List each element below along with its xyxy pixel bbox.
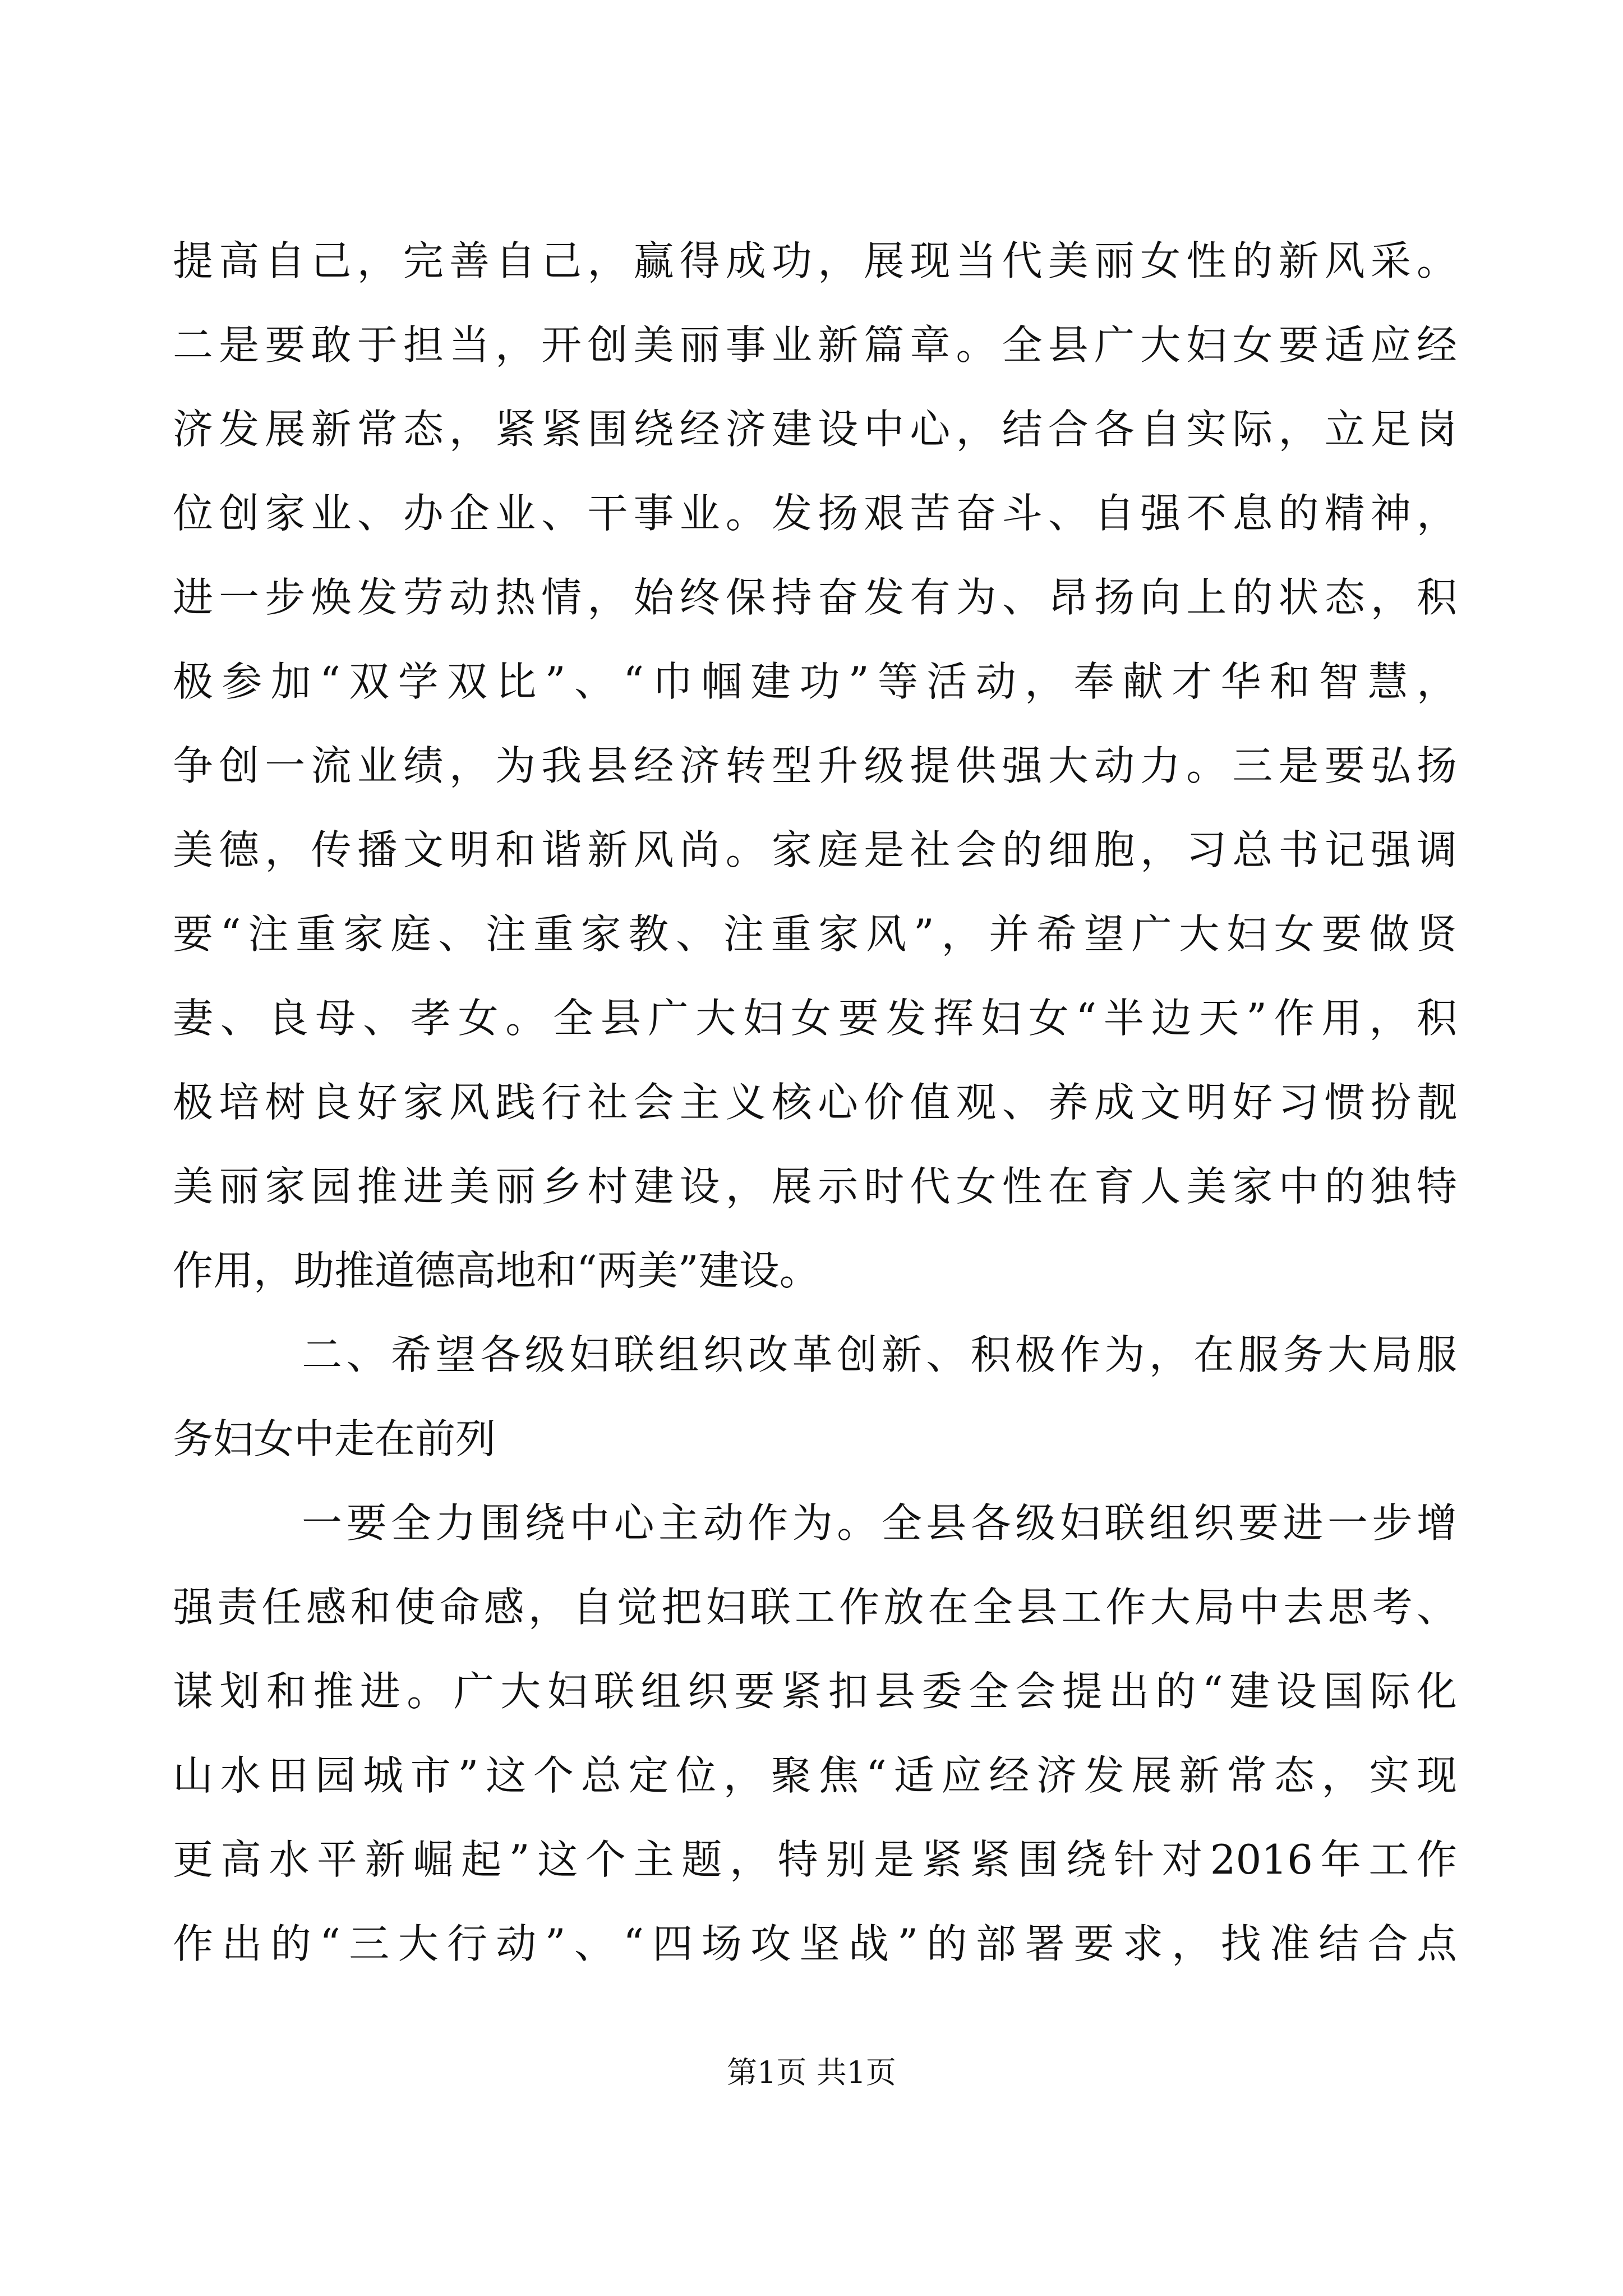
body-line: 美丽家园推进美丽乡村建设，展示时代女性在育人美家中的独特 [173, 1163, 1457, 1210]
body-line: 美德，传播文明和谐新风尚。家庭是社会的细胞，习总书记强调 [173, 826, 1457, 873]
body-line: 极参加“双学双比”、“巾帼建功”等活动，奉献才华和智慧， [173, 658, 1457, 705]
body-line: 提高自己，完善自己，赢得成功，展现当代美丽女性的新风采。 [173, 237, 1457, 284]
section-heading-line: 二、希望各级妇联组织改革创新、积极作为，在服务大局服 [302, 1331, 1457, 1378]
body-line: 作出的“三大行动”、“四场攻坚战”的部署要求，找准结合点 [173, 1920, 1457, 1967]
body-line: 进一步焕发劳动热情，始终保持奋发有为、昂扬向上的状态，积 [173, 574, 1457, 621]
page-number-footer: 第1页 共1页 [727, 2055, 896, 2090]
body-line: 要“注重家庭、注重家教、注重家风”，并希望广大妇女要做贤 [173, 910, 1457, 958]
body-line: 作用，助推道德高地和“两美”建设。 [173, 1247, 820, 1294]
body-line: 强责任感和使命感，自觉把妇联工作放在全县工作大局中去思考、 [173, 1584, 1457, 1631]
body-line: 妻、良母、孝女。全县广大妇女要发挥妇女“半边天”作用，积 [173, 995, 1457, 1042]
body-line: 更高水平新崛起”这个主题，特别是紧紧围绕针对2016年工作 [173, 1836, 1457, 1883]
body-line: 二是要敢于担当，开创美丽事业新篇章。全县广大妇女要适应经 [173, 321, 1457, 369]
body-line: 谋划和推进。广大妇联组织要紧扣县委全会提出的“建设国际化 [173, 1668, 1457, 1715]
section-heading-line: 务妇女中走在前列 [173, 1415, 496, 1462]
body-line: 位创家业、办企业、干事业。发扬艰苦奋斗、自强不息的精神， [173, 490, 1457, 537]
body-line: 极培树良好家风践行社会主义核心价值观、养成文明好习惯扮靓 [173, 1079, 1457, 1126]
body-line: 争创一流业绩，为我县经济转型升级提供强大动力。三是要弘扬 [173, 742, 1457, 789]
body-line: 一要全力围绕中心主动作为。全县各级妇联组织要进一步增 [302, 1499, 1457, 1547]
body-line: 山水田园城市”这个总定位，聚焦“适应经济发展新常态，实现 [173, 1752, 1457, 1799]
body-line: 济发展新常态，紧紧围绕经济建设中心，结合各自实际，立足岗 [173, 406, 1457, 453]
